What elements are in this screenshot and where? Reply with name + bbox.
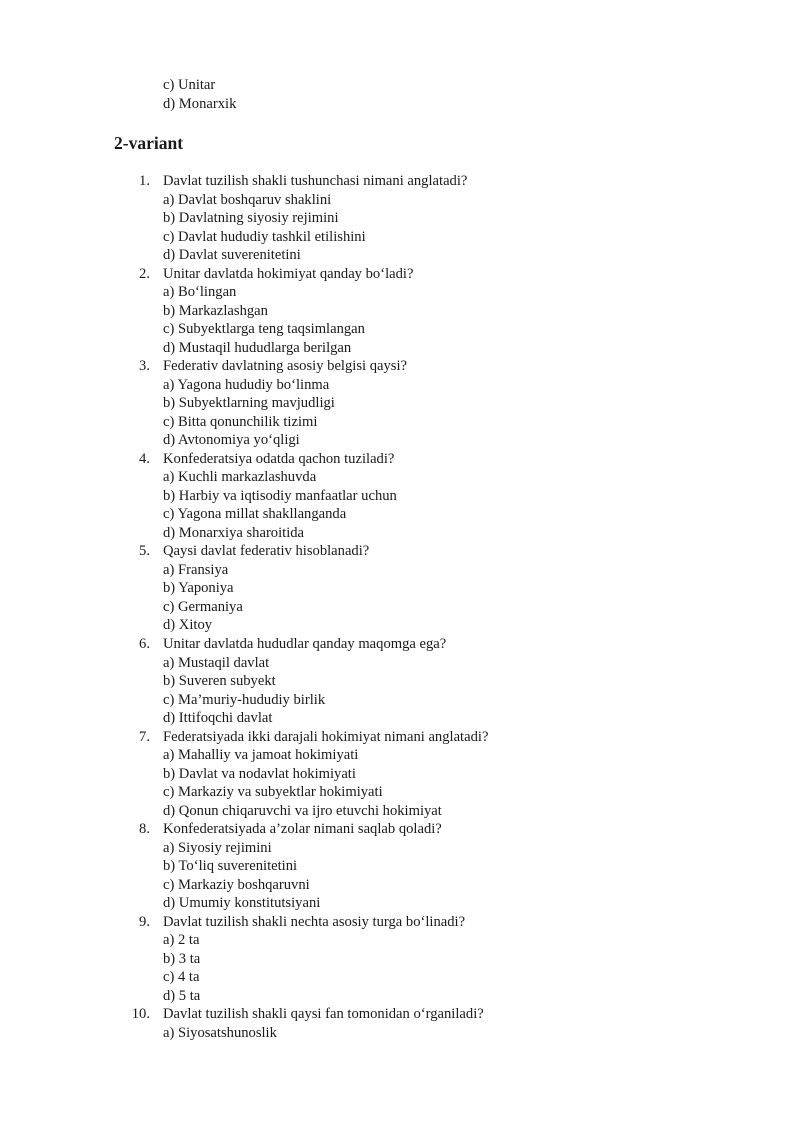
answer-option: b) Suveren subyekt — [163, 673, 276, 690]
answer-option: a) Fransiya — [163, 561, 229, 578]
answer-option: a) Mustaqil davlat — [163, 654, 270, 671]
answer-option: a) 2 ta — [163, 932, 200, 949]
answer-option: c) Subyektlarga teng taqsimlangan — [163, 321, 365, 338]
answer-option: d) Qonun chiqaruvchi va ijro etuvchi hokimiyat — [163, 802, 442, 819]
answer-option: b) Davlat va nodavlat hokimiyati — [163, 765, 356, 782]
question-number: 8. — [139, 821, 150, 838]
answer-option: c) Yagona millat shakllanganda — [163, 506, 347, 523]
answer-option: a) Siyosiy rejimini — [163, 839, 272, 856]
answer-option: a) Kuchli markazlashuvda — [163, 469, 317, 486]
question-text: Konfederatsiya odatda qachon tuziladi? — [163, 450, 395, 467]
answer-option: b) Harbiy va iqtisodiy manfaatlar uchun — [163, 487, 397, 504]
question-text: Unitar davlatda hokimiyat qanday boʻladi? — [163, 265, 414, 282]
question-text: Davlat tuzilish shakli tushunchasi nimani anglatadi? — [163, 173, 468, 189]
answer-option: b) Toʻliq suverenitetini — [163, 858, 298, 875]
answer-option: c) Bitta qonunchilik tizimi — [163, 413, 318, 430]
question-number: 3. — [139, 358, 150, 375]
section-title: 2-variant — [114, 133, 184, 153]
answer-option: c) 4 ta — [163, 969, 200, 986]
question-number: 4. — [139, 450, 150, 467]
question-text: Federativ davlatning asosiy belgisi qaysi? — [163, 358, 407, 375]
answer-option: b) 3 ta — [163, 950, 201, 967]
question-text: Davlat tuzilish shakli nechta asosiy turga boʻlinadi? — [163, 913, 466, 930]
answer-option: c) Davlat hududiy tashkil etilishini — [163, 228, 366, 245]
answer-option: a) Davlat boshqaruv shaklini — [163, 191, 332, 208]
prev-option-d: d) Monarxik — [163, 95, 237, 112]
answer-option: c) Markaziy va subyektlar hokimiyati — [163, 784, 383, 801]
question-text: Konfederatsiyada a’zolar nimani saqlab qoladi? — [163, 821, 442, 838]
question-number: 2. — [139, 265, 150, 282]
answer-option: a) Boʻlingan — [163, 284, 237, 301]
prev-option-c: c) Unitar — [163, 77, 216, 93]
question-number: 1. — [139, 173, 150, 189]
answer-option: c) Germaniya — [163, 598, 243, 615]
answer-option: d) Xitoy — [163, 617, 213, 634]
question-number: 7. — [139, 728, 150, 745]
answer-option: b) Subyektlarning mavjudligi — [163, 395, 335, 412]
answer-option: d) 5 ta — [163, 987, 201, 1004]
answer-option: b) Markazlashgan — [163, 302, 268, 319]
answer-option: c) Ma’muriy-hududiy birlik — [163, 691, 326, 708]
question-number: 5. — [139, 543, 150, 560]
question-text: Unitar davlatda hududlar qanday maqomga ega? — [163, 636, 447, 652]
answer-option: c) Markaziy boshqaruvni — [163, 876, 310, 893]
question-text: Federatsiyada ikki darajali hokimiyat nimani anglatadi? — [163, 728, 489, 745]
question-number: 9. — [139, 913, 150, 930]
question-number: 10. — [131, 1006, 150, 1023]
question-text: Qaysi davlat federativ hisoblanadi? — [163, 543, 370, 560]
answer-option: b) Davlatning siyosiy rejimini — [163, 210, 339, 227]
answer-option: b) Yaponiya — [163, 580, 234, 597]
answer-option: a) Yagona hududiy boʻlinma — [163, 376, 330, 393]
answer-option: a) Siyosatshunoslik — [163, 1024, 277, 1041]
answer-option: d) Davlat suverenitetini — [163, 247, 301, 264]
answer-option: d) Ittifoqchi davlat — [163, 710, 273, 727]
question-text: Davlat tuzilish shakli qaysi fan tomonidan oʻrganiladi? — [163, 1006, 484, 1023]
answer-option: a) Mahalliy va jamoat hokimiyati — [163, 747, 359, 764]
question-number: 6. — [139, 636, 150, 652]
answer-option: d) Umumiy konstitutsiyani — [163, 895, 321, 912]
answer-option: d) Monarxiya sharoitida — [163, 524, 305, 541]
answer-option: d) Avtonomiya yoʻqligi — [163, 432, 300, 449]
answer-option: d) Mustaqil hududlarga berilgan — [163, 339, 352, 356]
